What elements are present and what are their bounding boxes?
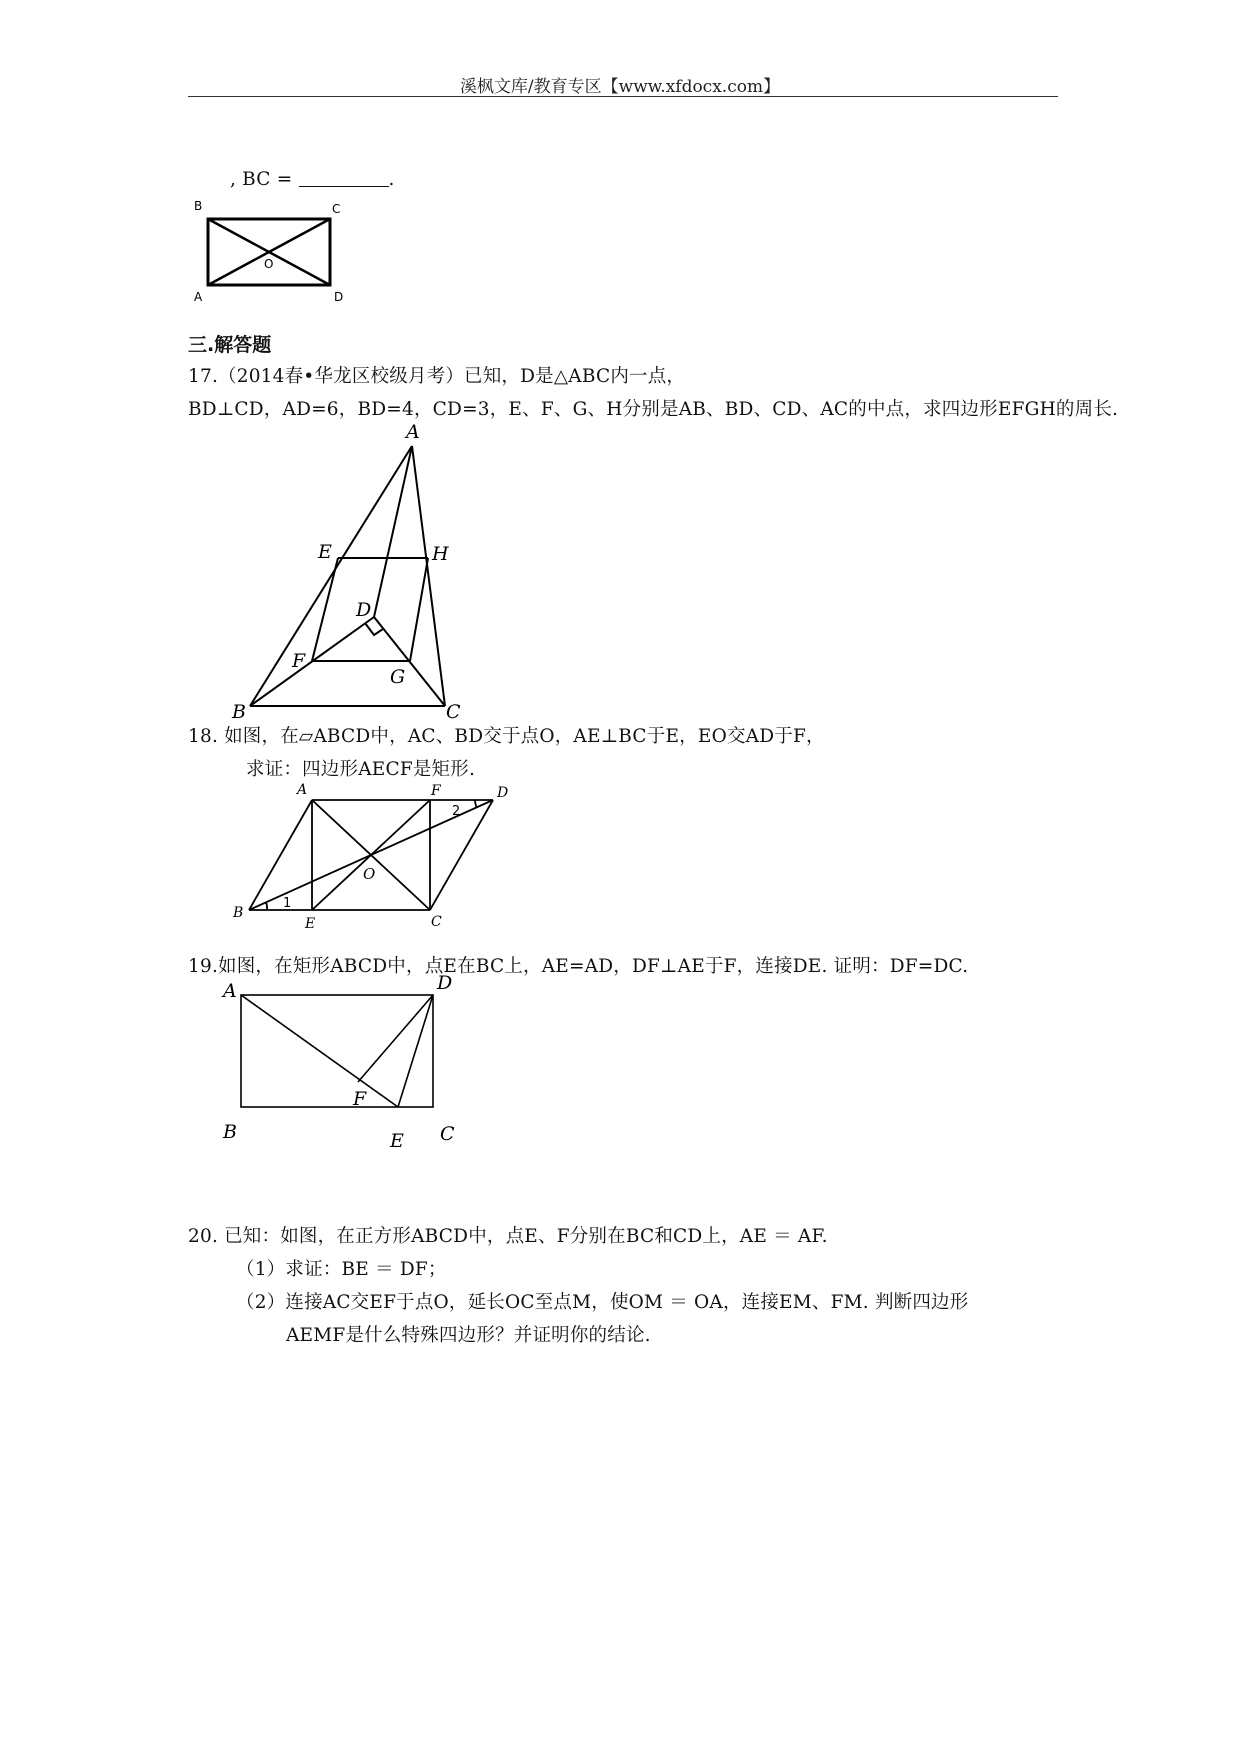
q18-label-o: O xyxy=(363,865,376,883)
section-title: 三.解答题 xyxy=(188,334,272,356)
q19-label-d: D xyxy=(437,975,453,994)
q18-label-f: F xyxy=(431,783,441,799)
q16-label-d: D xyxy=(334,290,344,304)
q19-label-f: F xyxy=(353,1088,367,1110)
q18-label-b: B xyxy=(233,905,244,921)
q17-label-e: E xyxy=(318,541,332,563)
q18-label-a: A xyxy=(297,782,308,798)
q18-label-e: E xyxy=(305,916,316,930)
q19-label-c: C xyxy=(440,1123,455,1145)
q16-prefix: , BC = xyxy=(230,169,293,190)
q18-angle-2: 2 xyxy=(452,804,461,819)
q17-line1: 17.（2014春•华龙区校级月考）已知，D是△ABC内一点， xyxy=(188,366,686,387)
q17-label-d: D xyxy=(356,599,372,621)
q17-label-c: C xyxy=(446,701,461,720)
q18-angle-1: 1 xyxy=(283,896,292,911)
header-divider xyxy=(188,96,1058,97)
q16-answer-line xyxy=(230,168,395,190)
q16-label-a: A xyxy=(194,290,203,304)
q19-label-e: E xyxy=(390,1130,404,1152)
q19-label-a: A xyxy=(223,980,237,1002)
q17-label-f: F xyxy=(292,650,306,672)
q16-label-o: O xyxy=(264,257,274,271)
q18-label-d: D xyxy=(497,785,509,801)
q18-parallelogram-figure xyxy=(225,780,525,930)
q16-label-b: B xyxy=(194,199,203,213)
q17-line2: BD⊥CD，AD=6，BD=4，CD=3，E、F、G、H分别是AB、BD、CD、AC的中点，求四边形EFGH的周长. xyxy=(188,399,1119,420)
q17-label-g: G xyxy=(390,666,406,688)
q17-label-h: H xyxy=(432,543,449,565)
q19-rectangle-figure xyxy=(215,975,495,1155)
q18-line2: 求证：四边形AECF是矩形. xyxy=(246,759,476,780)
q20-line2: （1）求证：BE ＝ DF； xyxy=(236,1259,447,1280)
q16-answer-blank[interactable] xyxy=(299,168,389,187)
q18-line1: 18. 如图，在▱ABCD中，AC、BD交于点O，AE⊥BC于E，EO交AD于F， xyxy=(188,726,825,747)
q18-label-c: C xyxy=(431,914,442,930)
q20-line1: 20. 已知：如图，在正方形ABCD中，点E、F分别在BC和CD上，AE ＝ AF. xyxy=(188,1226,828,1247)
q20-line3: （2）连接AC交EF于点O，延长OC至点M，使OM ＝ OA，连接EM、FM. 判断四边形 xyxy=(236,1292,969,1313)
page-header: 溪枫文库/教育专区【www.xfdocx.com】 xyxy=(459,77,781,97)
q16-suffix: . xyxy=(388,169,395,190)
q16-rectangle-figure xyxy=(190,195,350,305)
q17-label-b: B xyxy=(232,701,246,720)
q17-figure xyxy=(220,420,480,720)
q19-label-b: B xyxy=(223,1121,237,1143)
q20-line4: AEMF是什么特殊四边形？并证明你的结论. xyxy=(286,1325,651,1346)
q17-label-a: A xyxy=(406,421,420,443)
q16-label-c: C xyxy=(332,202,341,216)
q19-line1: 19.如图，在矩形ABCD中，点E在BC上，AE=AD，DF⊥AE于F，连接DE. 证明：DF=DC. xyxy=(188,956,969,977)
